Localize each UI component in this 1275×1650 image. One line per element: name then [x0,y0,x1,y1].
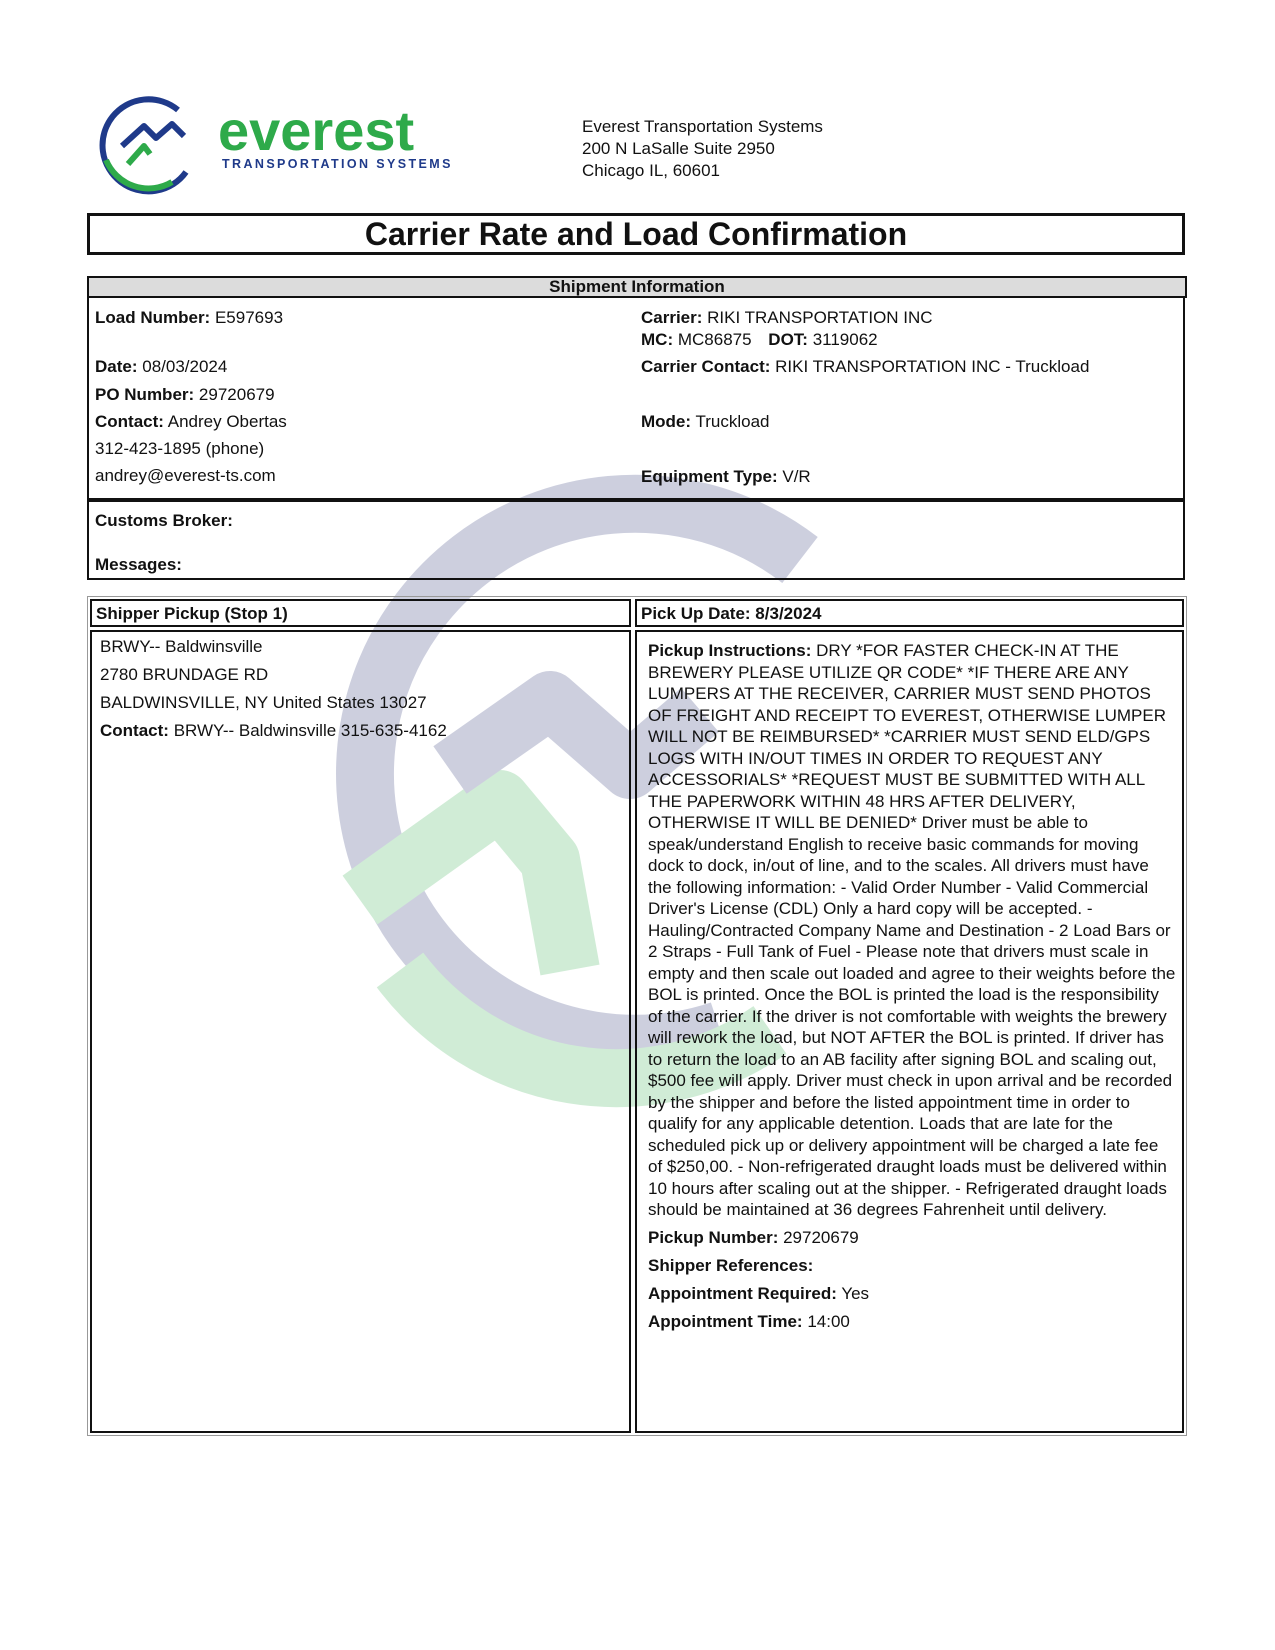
mc-value: MC86875 [677,330,752,349]
shipper-references-row [648,1252,1176,1280]
po-number-row [95,385,275,405]
shipper-contact-row [100,721,447,741]
pickup-number-label: Pickup Number: [648,1227,779,1247]
date-label: Date: [95,357,138,376]
contact-row [95,412,287,432]
contact-email[interactable]: andrey@everest-ts.com [95,466,276,485]
shipper-street: 2780 BRUNDAGE RD [100,665,269,684]
load-number-value: E597693 [214,308,284,327]
carrier-contact-value: RIKI TRANSPORTATION INC - Truckload [775,357,1090,376]
contact-label: Contact: [95,412,164,431]
customs-messages-box [87,500,1185,580]
po-number-value: 29720679 [198,385,275,404]
load-number-label: Load Number: [95,308,211,327]
shipper-references-label: Shipper References: [648,1255,814,1275]
date-value: 08/03/2024 [142,357,228,376]
appointment-time-row [648,1308,1176,1336]
company-address-line1: 200 N LaSalle Suite 2950 [582,139,775,158]
carrier-value: RIKI TRANSPORTATION INC [707,308,933,327]
contact-phone: 312-423-1895 (phone) [95,439,265,458]
mode-row [641,412,769,432]
appointment-time-label: Appointment Time: [648,1311,803,1331]
company-logo [92,88,472,198]
contact-value: Andrey Obertas [167,412,287,431]
dot-label: DOT: [768,330,808,349]
appointment-required-row [648,1280,1176,1308]
mode-value: Truckload [695,412,770,431]
mc-dot-row [641,330,878,350]
shipment-info-box [87,298,1185,500]
equipment-label: Equipment Type: [641,467,778,486]
pickup-instructions-label: Pickup Instructions: [648,641,812,660]
carrier-label: Carrier: [641,308,703,327]
pickup-instructions [648,640,1176,1221]
pickup-number-row [648,1224,1176,1252]
pickup-date-header-cell [635,599,1184,627]
shipper-name: BRWY-- Baldwinsville [100,637,263,656]
shipper-pickup-header: Shipper Pickup (Stop 1) [96,604,288,623]
carrier-contact-row [641,357,1089,377]
company-address-line2: Chicago IL, 60601 [582,161,720,180]
equipment-row [641,467,811,487]
shipper-address-cell [90,630,631,1433]
shipment-info-header: Shipment Information [87,276,1187,298]
logo-subtitle: TRANSPORTATION SYSTEMS [222,157,453,171]
date-row [95,357,227,377]
company-address [582,116,823,182]
pickup-instructions-text: DRY *FOR FASTER CHECK-IN AT THE BREWERY PLEASE UTILIZE QR CODE* *IF THERE ARE ANY LUMPERS AT THE RECEIVER, CARRIER MUST SEND PHOTOS OF FREIGHT AND RECEIPT TO EVEREST, OTHERWISE LUMPER WILL NOT BE REIMBURSED* *CARRIER MUST SEND ELD/GPS LOGS WITH IN/OUT TIMES IN ORDER TO REQUEST ANY ACCESSORIALS* *REQUEST MUST BE SUBMITTED WITH ALL THE PAPERWORK WITHIN 48 HRS AFTER DELIVERY, OTHERWISE IT WILL BE DENIED* Driver must be able to speak/understand English to receive basic commands for moving dock to dock, in/out of line, and to the scales. All drivers must have the following information: - Valid Order Number - Valid Commercial Driver's License (CDL) Only a hard copy will be accepted. - Hauling/Contracted Company Name and Destination - 2 Load Bars or 2 Straps - Full Tank of Fuel - Please note that drivers must scale in empty and then scale out loaded and agree to their weights before the BOL is printed. Once the BOL is printed the load is the responsibility of the carrier. If the driver is not comfortable with weights the brewery will rework the load, but NOT AFTER the BOL is printed. If driver has to return the load to an AB facility after signing BOL and scaling out, $500 fee will apply. Driver must check in upon arrival and be recorded by the shipper and before the listed appointment time in order to qualify for any applicable detention. Loads that are late for the scheduled pick up or delivery appointment will be charged a late fee of $250,00. - Non-refrigerated draught loads must be delivered within 10 hours after scaling out at the shipper. - Refrigerated draught loads should be maintained at 36 degrees Fahrenheit until delivery. [648,641,1176,1219]
page-title: Carrier Rate and Load Confirmation [87,213,1185,255]
carrier-row [641,308,933,328]
shipper-city: BALDWINSVILLE, NY United States 13027 [100,693,427,712]
shipper-contact-label: Contact: [100,721,169,740]
appointment-required-value: Yes [841,1283,870,1303]
shipper-pickup-header-cell [90,599,631,627]
pickup-date-header: Pick Up Date: 8/3/2024 [641,604,822,623]
equipment-value: V/R [782,467,811,486]
pickup-number-value: 29720679 [783,1227,859,1247]
customs-broker-label: Customs Broker: [95,511,233,530]
messages-label: Messages: [95,555,182,574]
appointment-required-label: Appointment Required: [648,1283,837,1303]
mode-label: Mode: [641,412,692,431]
load-number-row [95,308,283,328]
shipper-contact-value: BRWY-- Baldwinsville 315-635-4162 [173,721,447,740]
company-name: Everest Transportation Systems [582,117,823,136]
pickup-details [648,640,1176,1336]
po-number-label: PO Number: [95,385,195,404]
logo-word: everest [218,99,415,162]
carrier-contact-label: Carrier Contact: [641,357,771,376]
appointment-time-value: 14:00 [807,1311,850,1331]
mountain-icon [103,99,186,191]
mc-label: MC: [641,330,674,349]
dot-value: 3119062 [812,330,878,349]
